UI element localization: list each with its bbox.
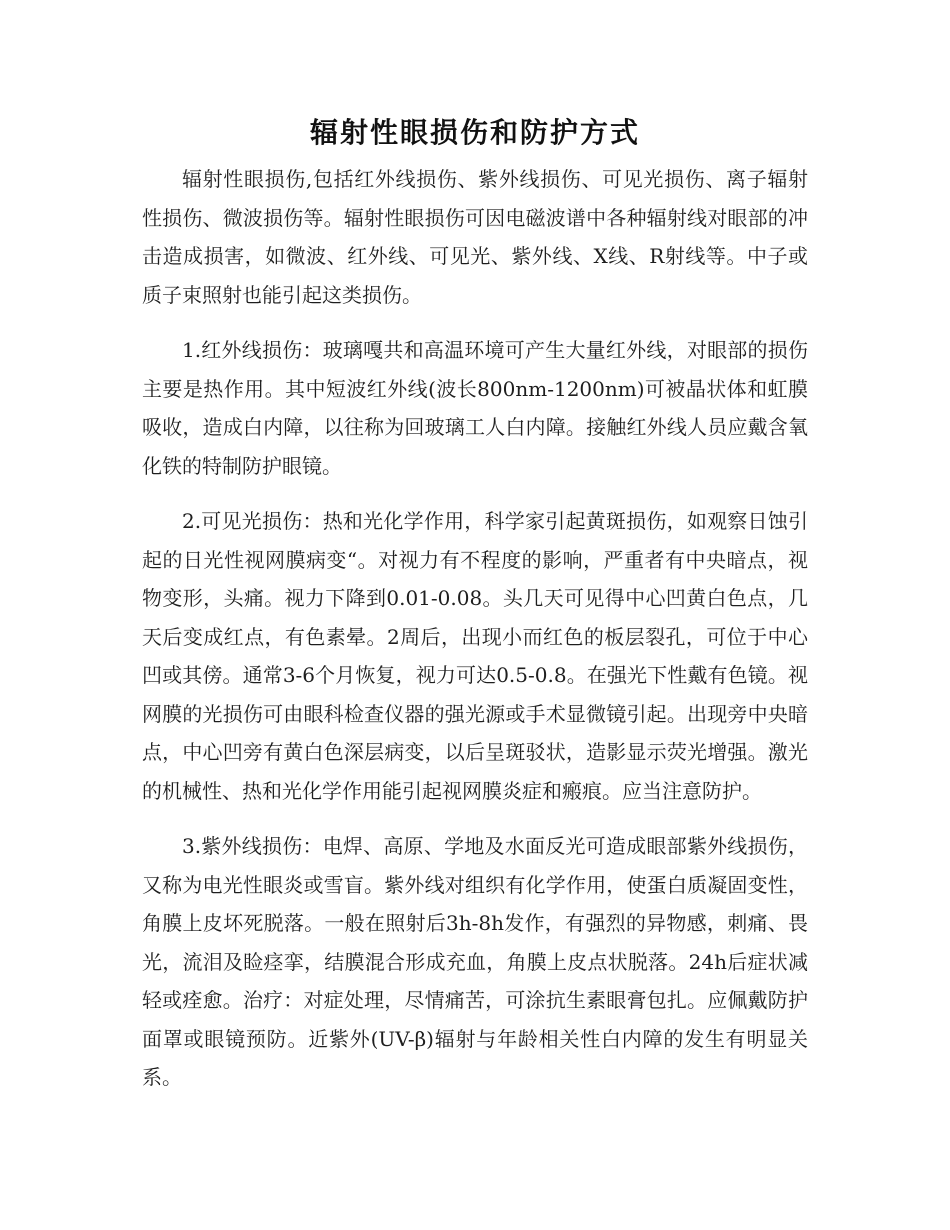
document-title: 辐射性眼损伤和防护方式: [309, 116, 640, 149]
document-body: [142, 112, 808, 1097]
paragraph-ultraviolet-injury: 3.紫外线损伤：电焊、高原、学地及水面反光可造成眼部紫外线损伤，又称为电光性眼炎或雪盲。紫外线对组织有化学作用，使蛋白质凝固变性，角膜上皮坏死脱落。一般在照射后3h-8h发作，有强烈的异物感，刺痛、畏光，流泪及睑痉挛，结膜混合形成充血，角膜上皮点状脱落。24h后症状减轻或痊愈。治疗：对症处理，尽情痛苦，可涂抗生素眼膏包扎。应佩戴防护面罩或眼镜预防。近紫外(UV-β)辐射与年龄相关性白内障的发生有明显关系。: [142, 834, 808, 1089]
paragraph-infrared-injury: 1.红外线损伤：玻璃嘎共和高温环境可产生大量红外线，对眼部的损伤主要是热作用。其中短波红外线(波长800nm-1200nm)可被晶状体和虹膜吸收，造成白内障，以往称为回玻璃工人白内障。接触红外线人员应戴含氧化铁的特制防护眼镜。: [142, 338, 808, 478]
paragraph-intro: 辐射性眼损伤,包括红外线损伤、紫外线损伤、可见光损伤、离子辐射性损伤、微波损伤等。辐射性眼损伤可因电磁波谱中各种辐射线对眼部的冲击造成损害，如微波、红外线、可见光、紫外线、X线、R射线等。中子或质子束照射也能引起这类损伤。: [142, 167, 808, 307]
paragraph-visible-light-injury: 2.可见光损伤：热和光化学作用，科学家引起黄斑损伤，如观察日蚀引起的日光性视网膜病变“。对视力有不程度的影响，严重者有中央暗点，视物变形，头痛。视力下降到0.01-0.08。头几天可见得中心凹黄白色点，几天后变成红点，有色素晕。2周后，出现小而红色的板层裂孔，可位于中心凹或其傍。通常3-6个月恢复，视力可达0.5-0.8。在强光下性戴有色镜。视网膜的光损伤可由眼科检查仪器的强光源或手术显微镜引起。出现旁中央暗点，中心凹旁有黄白色深层病变，以后呈斑驳状，造影显示荧光增强。激光的机械性、热和光化学作用能引起视网膜炎症和瘢痕。应当注意防护。: [142, 509, 808, 803]
